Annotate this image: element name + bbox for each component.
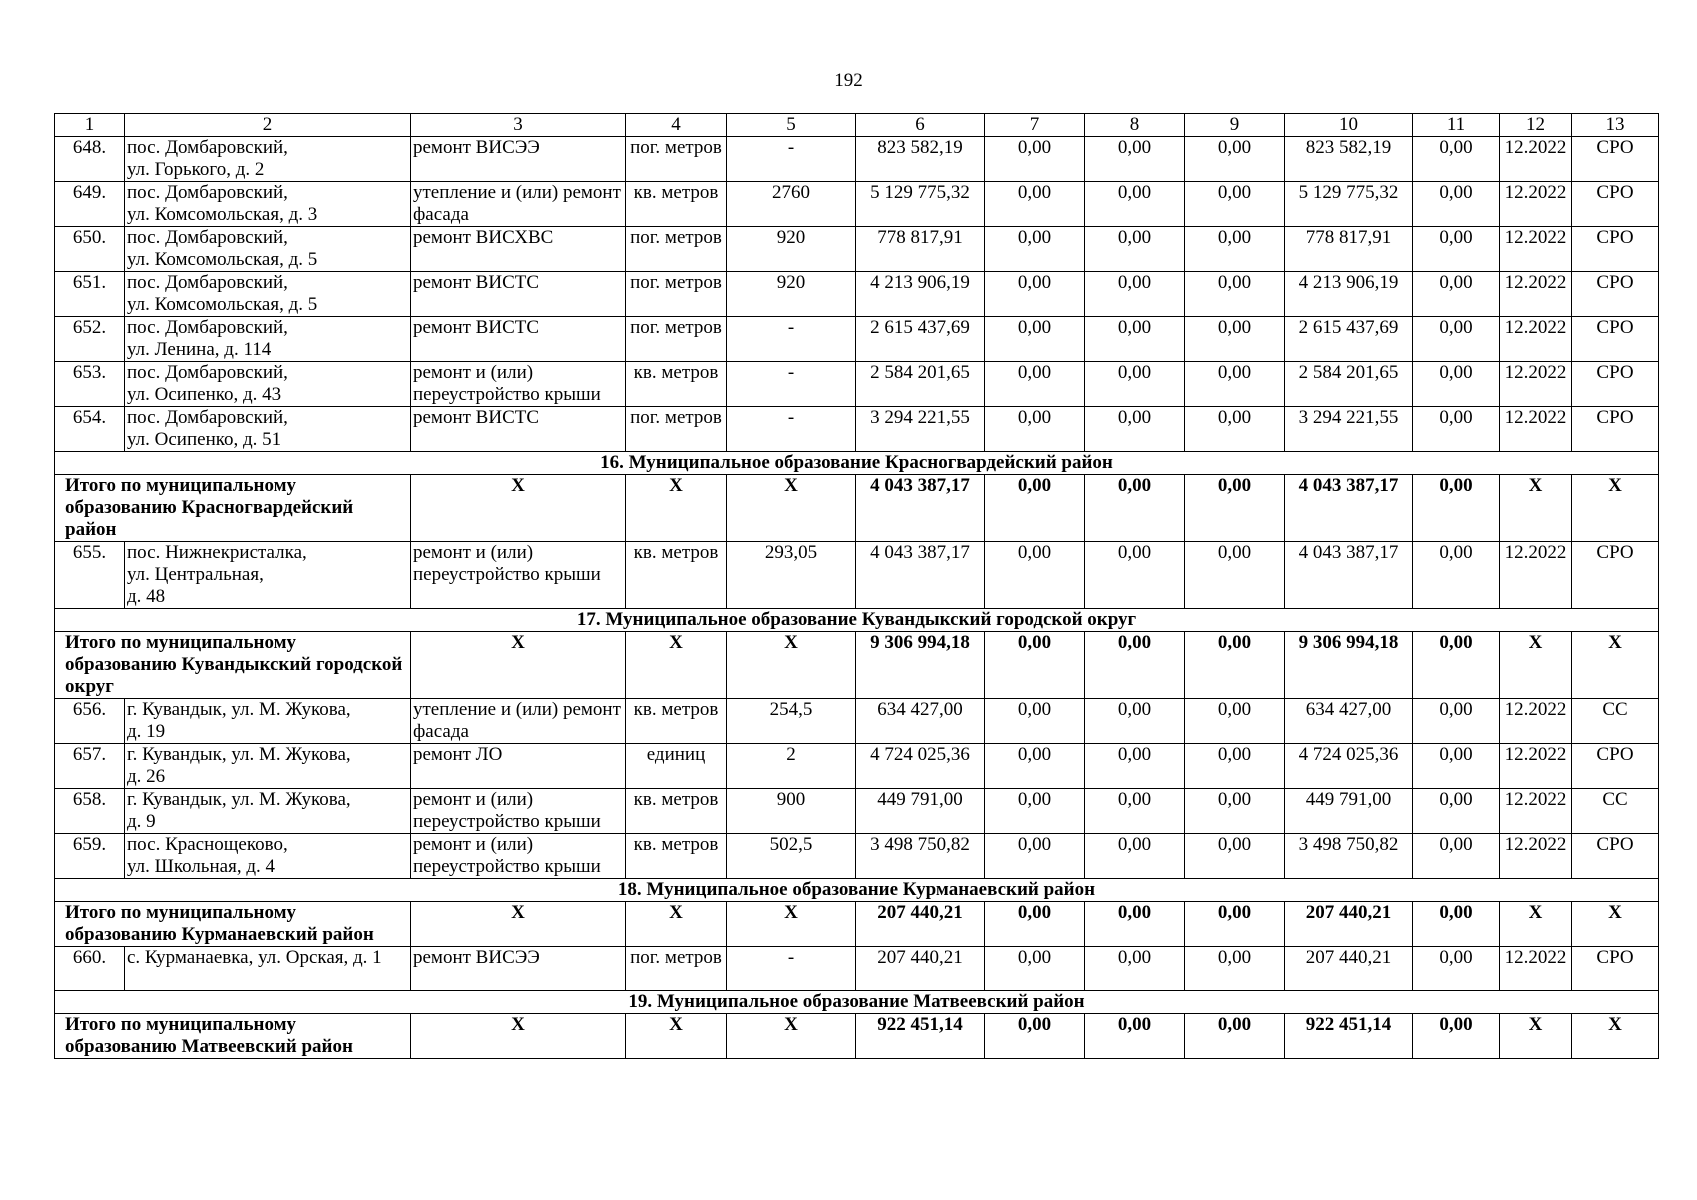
- value-c5: 900: [727, 789, 856, 834]
- value-c9: 0,00: [1185, 947, 1285, 991]
- unit: кв. метров: [626, 699, 727, 744]
- method-code: СРО: [1572, 947, 1659, 991]
- value-c6: 2 584 201,65: [856, 362, 985, 407]
- work-type: ремонт и (или) переустройство крыши: [411, 542, 626, 609]
- address-cell: [125, 362, 411, 407]
- method-code: СРО: [1572, 362, 1659, 407]
- column-number-5: 5: [727, 114, 856, 137]
- value-c8: 0,00: [1085, 542, 1185, 609]
- unit: пог. метров: [626, 317, 727, 362]
- value-c9: 0,00: [1185, 744, 1285, 789]
- value-c12: 12.2022: [1500, 362, 1572, 407]
- value-c9: 0,00: [1185, 137, 1285, 182]
- total-c9: 0,00: [1185, 1014, 1285, 1059]
- total-c12: X: [1500, 902, 1572, 947]
- total-c5: X: [727, 1014, 856, 1059]
- value-c8: 0,00: [1085, 317, 1185, 362]
- value-c7: 0,00: [985, 272, 1085, 317]
- total-unit-x: X: [626, 902, 727, 947]
- row-number: 653.: [55, 362, 125, 407]
- method-code: СРО: [1572, 407, 1659, 452]
- total-label: Итого по муниципальному образованию Курманаевский район: [55, 902, 411, 947]
- value-c10: 3 294 221,55: [1285, 407, 1413, 452]
- value-c8: 0,00: [1085, 789, 1185, 834]
- value-c5: 293,05: [727, 542, 856, 609]
- value-c9: 0,00: [1185, 699, 1285, 744]
- row-number: 659.: [55, 834, 125, 879]
- value-c5: -: [727, 362, 856, 407]
- total-c6: 922 451,14: [856, 1014, 985, 1059]
- address-cell: [125, 834, 411, 879]
- address-cell: [125, 137, 411, 182]
- value-c9: 0,00: [1185, 227, 1285, 272]
- total-c12: X: [1500, 1014, 1572, 1059]
- header-row: [55, 114, 1659, 137]
- address-line: ул. Комсомольская, д. 5: [127, 294, 318, 315]
- unit: кв. метров: [626, 182, 727, 227]
- address-cell: [125, 182, 411, 227]
- value-c10: 3 498 750,82: [1285, 834, 1413, 879]
- value-c7: 0,00: [985, 227, 1085, 272]
- total-c8: 0,00: [1085, 632, 1185, 699]
- total-c8: 0,00: [1085, 1014, 1185, 1059]
- total-c7: 0,00: [985, 475, 1085, 542]
- column-number-1: 1: [55, 114, 125, 137]
- unit: пог. метров: [626, 947, 727, 991]
- value-c7: 0,00: [985, 744, 1085, 789]
- row-number: 651.: [55, 272, 125, 317]
- value-c9: 0,00: [1185, 182, 1285, 227]
- value-c7: 0,00: [985, 947, 1085, 991]
- address-line: д. 48: [127, 586, 166, 607]
- address-cell: [125, 317, 411, 362]
- unit: пог. метров: [626, 227, 727, 272]
- section-title: 19. Муниципальное образование Матвеевский район: [55, 991, 1659, 1014]
- row-number: 656.: [55, 699, 125, 744]
- total-c9: 0,00: [1185, 902, 1285, 947]
- column-number-6: 6: [856, 114, 985, 137]
- value-c12: 12.2022: [1500, 947, 1572, 991]
- column-number-7: 7: [985, 114, 1085, 137]
- work-type: ремонт и (или) переустройство крыши: [411, 834, 626, 879]
- value-c8: 0,00: [1085, 407, 1185, 452]
- total-c8: 0,00: [1085, 902, 1185, 947]
- value-c5: -: [727, 407, 856, 452]
- total-c10: 207 440,21: [1285, 902, 1413, 947]
- total-c11: 0,00: [1413, 902, 1500, 947]
- method-code: СРО: [1572, 227, 1659, 272]
- value-c5: -: [727, 947, 856, 991]
- value-c9: 0,00: [1185, 362, 1285, 407]
- address-line: ул. Школьная, д. 4: [127, 856, 275, 877]
- value-c10: 2 615 437,69: [1285, 317, 1413, 362]
- total-work-x: X: [411, 632, 626, 699]
- method-code: СРО: [1572, 137, 1659, 182]
- total-unit-x: X: [626, 475, 727, 542]
- section-row: [55, 879, 1659, 902]
- unit: кв. метров: [626, 362, 727, 407]
- unit: пог. метров: [626, 137, 727, 182]
- address-line: пос. Домбаровский,: [127, 362, 288, 383]
- table-row: [55, 182, 1659, 227]
- row-number: 658.: [55, 789, 125, 834]
- address-line: д. 9: [127, 811, 156, 832]
- value-c9: 0,00: [1185, 407, 1285, 452]
- row-number: 652.: [55, 317, 125, 362]
- address-line: ул. Осипенко, д. 43: [127, 384, 282, 405]
- total-c9: 0,00: [1185, 475, 1285, 542]
- address-line: ул. Центральная,: [127, 564, 264, 585]
- table-row: [55, 699, 1659, 744]
- total-label: Итого по муниципальному образованию Красногвардейский район: [55, 475, 411, 542]
- column-number-10: 10: [1285, 114, 1413, 137]
- value-c10: 207 440,21: [1285, 947, 1413, 991]
- total-label: Итого по муниципальному образованию Матвеевский район: [55, 1014, 411, 1059]
- value-c8: 0,00: [1085, 362, 1185, 407]
- value-c12: 12.2022: [1500, 227, 1572, 272]
- value-c11: 0,00: [1413, 542, 1500, 609]
- total-c7: 0,00: [985, 902, 1085, 947]
- table-row: [55, 362, 1659, 407]
- address-line: г. Кувандык, ул. М. Жукова,: [127, 699, 351, 720]
- value-c8: 0,00: [1085, 699, 1185, 744]
- column-number-3: 3: [411, 114, 626, 137]
- value-c12: 12.2022: [1500, 834, 1572, 879]
- value-c12: 12.2022: [1500, 317, 1572, 362]
- column-number-13: 13: [1572, 114, 1659, 137]
- section-title: 16. Муниципальное образование Красногвардейский район: [55, 452, 1659, 475]
- total-c13: X: [1572, 632, 1659, 699]
- work-type: утепление и (или) ремонт фасада: [411, 182, 626, 227]
- total-c10: 922 451,14: [1285, 1014, 1413, 1059]
- column-number-12: 12: [1500, 114, 1572, 137]
- method-code: СС: [1572, 699, 1659, 744]
- column-number-8: 8: [1085, 114, 1185, 137]
- table-row: [55, 744, 1659, 789]
- total-row: [55, 475, 1659, 542]
- method-code: СРО: [1572, 317, 1659, 362]
- row-number: 654.: [55, 407, 125, 452]
- value-c8: 0,00: [1085, 137, 1185, 182]
- value-c6: 207 440,21: [856, 947, 985, 991]
- value-c12: 12.2022: [1500, 272, 1572, 317]
- value-c5: 2760: [727, 182, 856, 227]
- unit: кв. метров: [626, 789, 727, 834]
- address-line: г. Кувандык, ул. М. Жукова,: [127, 744, 351, 765]
- table-row: [55, 137, 1659, 182]
- value-c7: 0,00: [985, 834, 1085, 879]
- value-c11: 0,00: [1413, 744, 1500, 789]
- value-c8: 0,00: [1085, 272, 1185, 317]
- value-c7: 0,00: [985, 542, 1085, 609]
- column-number-9: 9: [1185, 114, 1285, 137]
- total-c7: 0,00: [985, 1014, 1085, 1059]
- total-c8: 0,00: [1085, 475, 1185, 542]
- total-c11: 0,00: [1413, 1014, 1500, 1059]
- value-c11: 0,00: [1413, 227, 1500, 272]
- capital-repair-table: [54, 113, 1659, 1059]
- table-row: [55, 227, 1659, 272]
- address-line: ул. Ленина, д. 114: [127, 339, 272, 360]
- value-c5: 920: [727, 272, 856, 317]
- value-c10: 449 791,00: [1285, 789, 1413, 834]
- value-c9: 0,00: [1185, 317, 1285, 362]
- unit: кв. метров: [626, 834, 727, 879]
- value-c6: 778 817,91: [856, 227, 985, 272]
- section-title: 17. Муниципальное образование Кувандыкский городской округ: [55, 609, 1659, 632]
- section-title: 18. Муниципальное образование Курманаевский район: [55, 879, 1659, 902]
- value-c6: 823 582,19: [856, 137, 985, 182]
- value-c5: 920: [727, 227, 856, 272]
- value-c8: 0,00: [1085, 227, 1185, 272]
- value-c7: 0,00: [985, 317, 1085, 362]
- work-type: ремонт ВИСЭЭ: [411, 137, 626, 182]
- value-c7: 0,00: [985, 699, 1085, 744]
- work-type: ремонт ВИСТС: [411, 317, 626, 362]
- value-c6: 4 724 025,36: [856, 744, 985, 789]
- value-c9: 0,00: [1185, 789, 1285, 834]
- value-c5: 2: [727, 744, 856, 789]
- value-c7: 0,00: [985, 362, 1085, 407]
- value-c11: 0,00: [1413, 699, 1500, 744]
- total-c11: 0,00: [1413, 475, 1500, 542]
- value-c11: 0,00: [1413, 317, 1500, 362]
- total-work-x: X: [411, 1014, 626, 1059]
- value-c12: 12.2022: [1500, 182, 1572, 227]
- value-c5: 502,5: [727, 834, 856, 879]
- address-line: ул. Комсомольская, д. 3: [127, 204, 318, 225]
- section-row: [55, 452, 1659, 475]
- row-number: 648.: [55, 137, 125, 182]
- total-unit-x: X: [626, 632, 727, 699]
- page-number: 192: [834, 70, 863, 91]
- work-type: ремонт ЛО: [411, 744, 626, 789]
- value-c5: -: [727, 137, 856, 182]
- value-c6: 634 427,00: [856, 699, 985, 744]
- address-cell: [125, 789, 411, 834]
- value-c10: 823 582,19: [1285, 137, 1413, 182]
- value-c12: 12.2022: [1500, 407, 1572, 452]
- work-type: утепление и (или) ремонт фасада: [411, 699, 626, 744]
- work-type: ремонт и (или) переустройство крыши: [411, 789, 626, 834]
- value-c11: 0,00: [1413, 272, 1500, 317]
- address-cell: [125, 542, 411, 609]
- value-c11: 0,00: [1413, 789, 1500, 834]
- method-code: СРО: [1572, 182, 1659, 227]
- value-c6: 2 615 437,69: [856, 317, 985, 362]
- value-c12: 12.2022: [1500, 744, 1572, 789]
- value-c7: 0,00: [985, 137, 1085, 182]
- value-c12: 12.2022: [1500, 789, 1572, 834]
- total-c5: X: [727, 475, 856, 542]
- address-cell: [125, 699, 411, 744]
- work-type: ремонт ВИСХВС: [411, 227, 626, 272]
- total-c13: X: [1572, 902, 1659, 947]
- value-c11: 0,00: [1413, 947, 1500, 991]
- address-line: пос. Домбаровский,: [127, 272, 288, 293]
- total-work-x: X: [411, 475, 626, 542]
- total-row: [55, 1014, 1659, 1059]
- value-c6: 4 213 906,19: [856, 272, 985, 317]
- column-number-4: 4: [626, 114, 727, 137]
- total-c5: X: [727, 902, 856, 947]
- value-c10: 2 584 201,65: [1285, 362, 1413, 407]
- value-c11: 0,00: [1413, 182, 1500, 227]
- table-row: [55, 407, 1659, 452]
- value-c10: 4 724 025,36: [1285, 744, 1413, 789]
- value-c7: 0,00: [985, 789, 1085, 834]
- total-c6: 4 043 387,17: [856, 475, 985, 542]
- address-line: г. Кувандык, ул. М. Жукова,: [127, 789, 351, 810]
- address-line: пос. Домбаровский,: [127, 227, 288, 248]
- value-c11: 0,00: [1413, 834, 1500, 879]
- value-c9: 0,00: [1185, 834, 1285, 879]
- total-work-x: X: [411, 902, 626, 947]
- total-c11: 0,00: [1413, 632, 1500, 699]
- table-row: [55, 789, 1659, 834]
- value-c10: 778 817,91: [1285, 227, 1413, 272]
- row-number: 657.: [55, 744, 125, 789]
- total-c6: 207 440,21: [856, 902, 985, 947]
- total-c6: 9 306 994,18: [856, 632, 985, 699]
- row-number: 655.: [55, 542, 125, 609]
- row-number: 660.: [55, 947, 125, 991]
- unit: кв. метров: [626, 542, 727, 609]
- address-cell: [125, 227, 411, 272]
- work-type: ремонт ВИСТС: [411, 407, 626, 452]
- row-number: 650.: [55, 227, 125, 272]
- value-c10: 5 129 775,32: [1285, 182, 1413, 227]
- address-line: пос. Краснощеково,: [127, 834, 288, 855]
- total-c7: 0,00: [985, 632, 1085, 699]
- table-row: [55, 947, 1659, 991]
- value-c6: 4 043 387,17: [856, 542, 985, 609]
- table-row: [55, 272, 1659, 317]
- address-line: с. Курманаевка, ул. Орская, д. 1: [127, 947, 382, 968]
- value-c10: 4 043 387,17: [1285, 542, 1413, 609]
- work-type: ремонт и (или) переустройство крыши: [411, 362, 626, 407]
- unit: единиц: [626, 744, 727, 789]
- total-c5: X: [727, 632, 856, 699]
- method-code: СРО: [1572, 542, 1659, 609]
- address-line: ул. Осипенко, д. 51: [127, 429, 282, 450]
- address-line: пос. Домбаровский,: [127, 182, 288, 203]
- value-c8: 0,00: [1085, 182, 1185, 227]
- value-c8: 0,00: [1085, 744, 1185, 789]
- column-number-11: 11: [1413, 114, 1500, 137]
- total-c9: 0,00: [1185, 632, 1285, 699]
- total-c12: X: [1500, 475, 1572, 542]
- method-code: СС: [1572, 789, 1659, 834]
- table-row: [55, 317, 1659, 362]
- unit: пог. метров: [626, 272, 727, 317]
- section-row: [55, 991, 1659, 1014]
- value-c12: 12.2022: [1500, 542, 1572, 609]
- value-c6: 3 498 750,82: [856, 834, 985, 879]
- total-c10: 4 043 387,17: [1285, 475, 1413, 542]
- value-c5: 254,5: [727, 699, 856, 744]
- row-number: 649.: [55, 182, 125, 227]
- unit: пог. метров: [626, 407, 727, 452]
- table-row: [55, 542, 1659, 609]
- address-line: ул. Комсомольская, д. 5: [127, 249, 318, 270]
- total-c12: X: [1500, 632, 1572, 699]
- column-number-2: 2: [125, 114, 411, 137]
- value-c11: 0,00: [1413, 407, 1500, 452]
- address-line: пос. Домбаровский,: [127, 137, 288, 158]
- value-c6: 3 294 221,55: [856, 407, 985, 452]
- value-c9: 0,00: [1185, 542, 1285, 609]
- total-c13: X: [1572, 1014, 1659, 1059]
- total-c13: X: [1572, 475, 1659, 542]
- value-c10: 634 427,00: [1285, 699, 1413, 744]
- address-line: пос. Нижнекристалка,: [127, 542, 307, 563]
- value-c8: 0,00: [1085, 834, 1185, 879]
- value-c11: 0,00: [1413, 137, 1500, 182]
- total-label: Итого по муниципальному образованию Кувандыкский городской округ: [55, 632, 411, 699]
- address-cell: [125, 272, 411, 317]
- value-c9: 0,00: [1185, 272, 1285, 317]
- address-line: ул. Горького, д. 2: [127, 159, 265, 180]
- method-code: СРО: [1572, 272, 1659, 317]
- work-type: ремонт ВИСЭЭ: [411, 947, 626, 991]
- address-cell: [125, 947, 411, 991]
- value-c7: 0,00: [985, 182, 1085, 227]
- address-line: пос. Домбаровский,: [127, 317, 288, 338]
- address-cell: [125, 407, 411, 452]
- value-c7: 0,00: [985, 407, 1085, 452]
- address-cell: [125, 744, 411, 789]
- value-c6: 449 791,00: [856, 789, 985, 834]
- value-c10: 4 213 906,19: [1285, 272, 1413, 317]
- method-code: СРО: [1572, 744, 1659, 789]
- total-c10: 9 306 994,18: [1285, 632, 1413, 699]
- value-c5: -: [727, 317, 856, 362]
- total-row: [55, 632, 1659, 699]
- address-line: пос. Домбаровский,: [127, 407, 288, 428]
- total-row: [55, 902, 1659, 947]
- value-c8: 0,00: [1085, 947, 1185, 991]
- value-c11: 0,00: [1413, 362, 1500, 407]
- table-row: [55, 834, 1659, 879]
- value-c6: 5 129 775,32: [856, 182, 985, 227]
- method-code: СРО: [1572, 834, 1659, 879]
- value-c12: 12.2022: [1500, 699, 1572, 744]
- table-body: [55, 114, 1659, 1059]
- total-unit-x: X: [626, 1014, 727, 1059]
- value-c12: 12.2022: [1500, 137, 1572, 182]
- address-line: д. 19: [127, 721, 166, 742]
- address-line: д. 26: [127, 766, 166, 787]
- work-type: ремонт ВИСТС: [411, 272, 626, 317]
- section-row: [55, 609, 1659, 632]
